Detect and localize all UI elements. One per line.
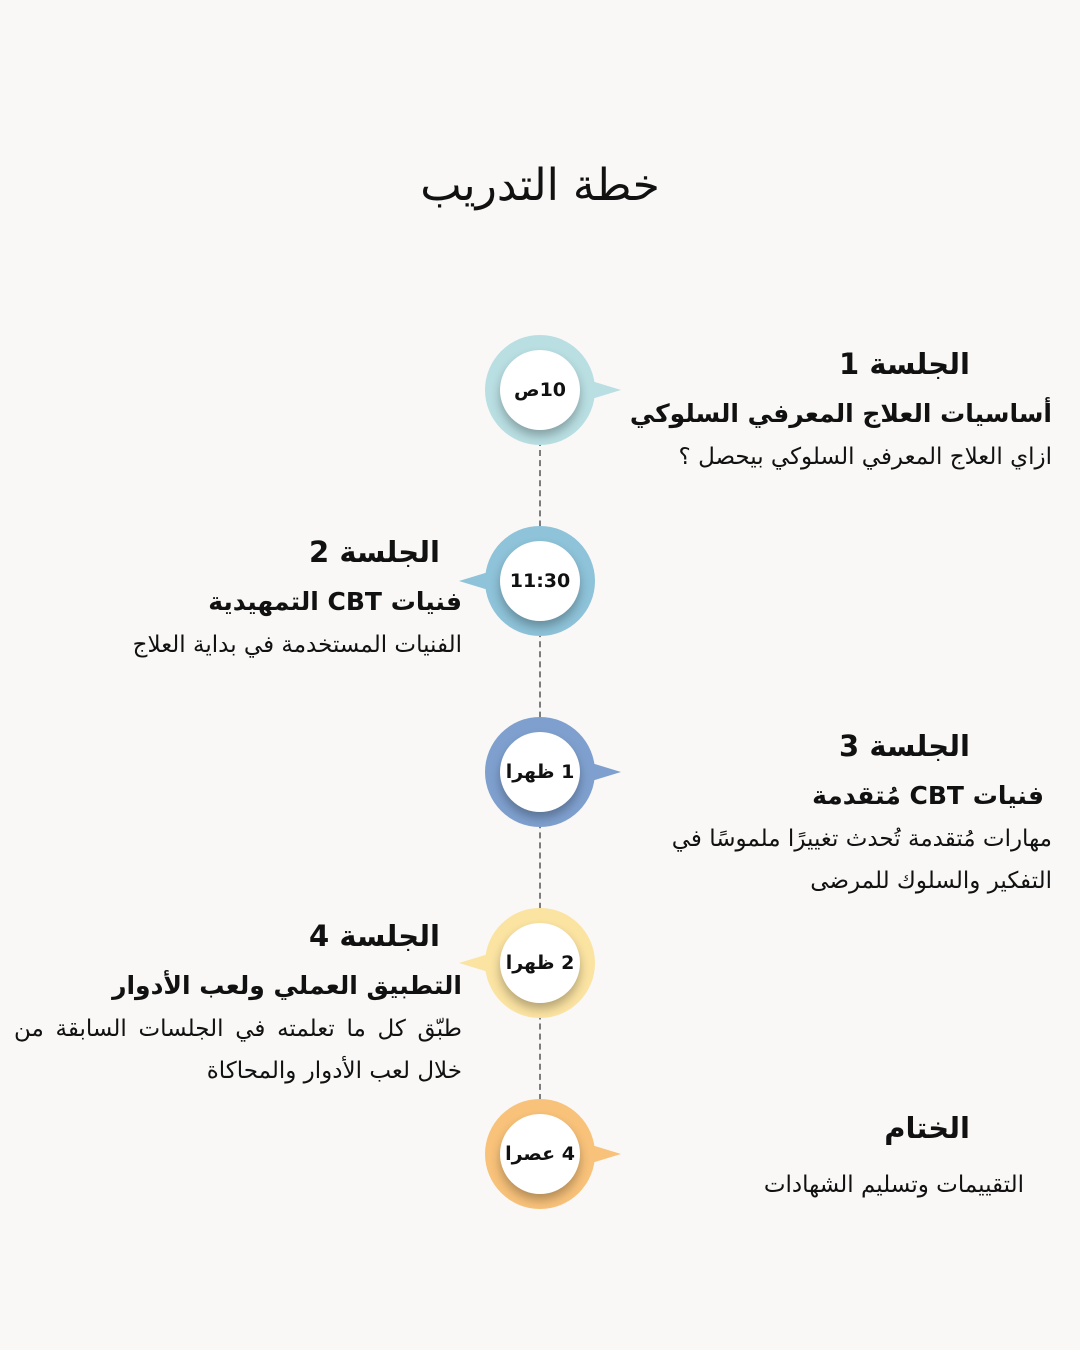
session-subheading: أساسيات العلاج المعرفي السلوكي	[629, 399, 1052, 428]
session-description: مهارات مُتقدمة تُحدث تغييرًا ملموسًا في التفكير والسلوك للمرضى	[671, 826, 1052, 894]
time-marker-5	[485, 1099, 595, 1209]
time-marker-4	[485, 908, 595, 1018]
session-block-5	[632, 1104, 1052, 1206]
session-heading: الجلسة 2	[309, 535, 440, 569]
session-subheading: فنيات CBT مُتقدمة	[812, 781, 1044, 810]
time-label: 4 عصرا	[500, 1114, 580, 1194]
session-subheading: التطبيق العملي ولعب الأدوار	[112, 971, 462, 1000]
session-heading: الجلسة 1	[839, 347, 970, 381]
session-description: ازاي العلاج المعرفي السلوكي بيحصل ؟	[678, 444, 1052, 470]
session-heading: الختام	[884, 1111, 970, 1145]
session-block-1	[622, 340, 1052, 478]
time-label: 11:30	[500, 541, 580, 621]
session-block-3	[612, 722, 1052, 902]
time-label: 10ص	[500, 350, 580, 430]
session-description: الفنيات المستخدمة في بداية العلاج	[132, 632, 462, 658]
session-subheading: فنيات CBT التمهيدية	[208, 587, 462, 616]
session-heading: الجلسة 3	[839, 729, 970, 763]
time-label: 2 ظهرا	[500, 923, 580, 1003]
session-block-4	[14, 912, 462, 1092]
session-description: التقييمات وتسليم الشهادات	[763, 1172, 1024, 1198]
time-marker-2	[485, 526, 595, 636]
time-marker-3	[485, 717, 595, 827]
session-description: طبّق كل ما تعلمته في الجلسات السابقة من خلال لعب الأدوار والمحاكاة	[14, 1016, 462, 1084]
time-marker-1	[485, 335, 595, 445]
session-block-2	[42, 528, 462, 666]
session-heading: الجلسة 4	[309, 919, 440, 953]
time-label: 1 ظهرا	[500, 732, 580, 812]
page-title: خطة التدريب	[420, 160, 660, 211]
